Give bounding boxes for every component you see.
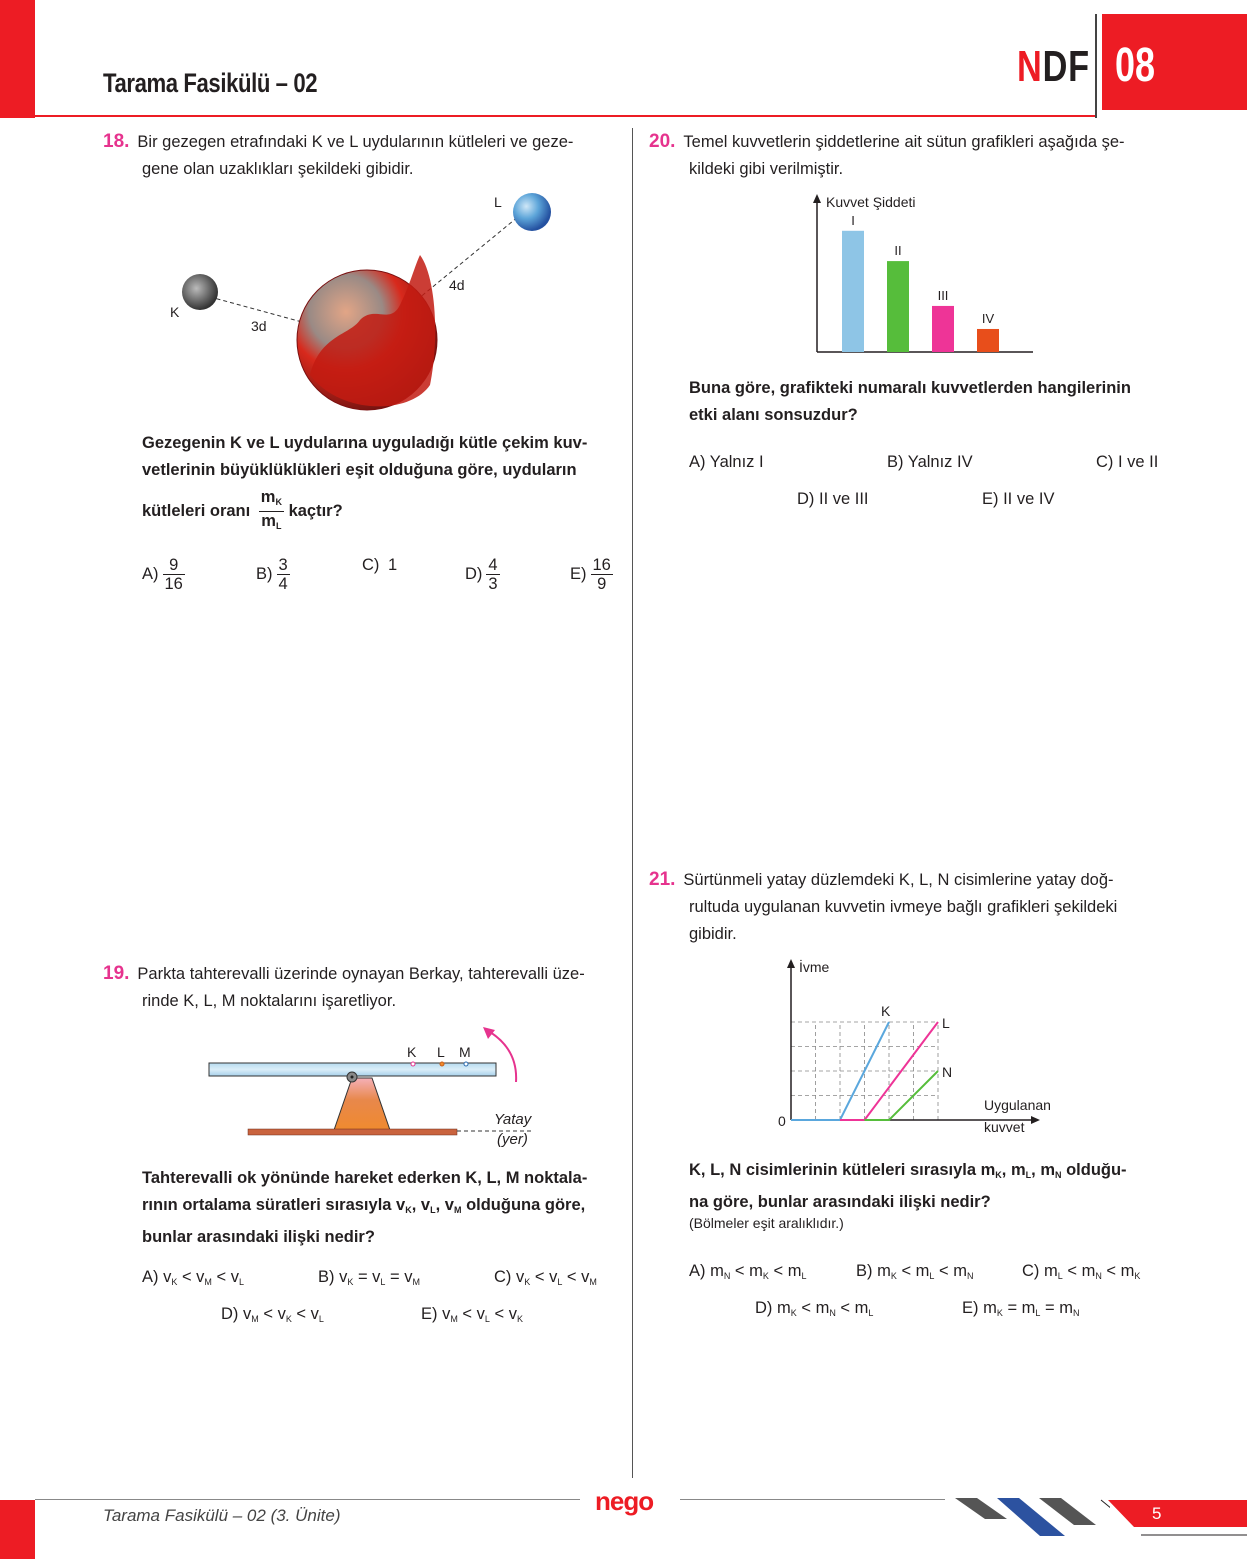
m-symbol: m bbox=[261, 512, 276, 530]
relation-operator: = bbox=[1002, 1299, 1022, 1317]
option-fraction bbox=[591, 556, 613, 593]
relation-operator: < bbox=[291, 1305, 311, 1323]
prompt-line: na göre, bunlar arasındaki ilişki nedir? bbox=[689, 1193, 991, 1211]
subscript: N bbox=[829, 1308, 836, 1318]
footer-stripes bbox=[955, 1498, 1110, 1538]
m-symbol: m bbox=[260, 488, 276, 506]
prompt-text: olduğu- bbox=[1066, 1161, 1127, 1179]
stem-line: gibidir. bbox=[689, 925, 737, 943]
answer-option-b[interactable] bbox=[887, 453, 973, 472]
point-k bbox=[411, 1062, 415, 1066]
answer-option-a[interactable] bbox=[142, 1268, 244, 1287]
page-number-bg bbox=[1108, 1500, 1247, 1527]
option-label: D) bbox=[221, 1305, 243, 1323]
option-text: Yalnız I bbox=[709, 453, 764, 471]
page-number-box bbox=[1108, 1498, 1247, 1538]
relation-operator: < bbox=[562, 1268, 582, 1286]
label-l: L bbox=[437, 1044, 445, 1060]
footer-divider-right bbox=[680, 1499, 945, 1500]
brand-n: N bbox=[1017, 42, 1043, 91]
ground bbox=[248, 1129, 457, 1135]
option-fraction bbox=[163, 556, 185, 593]
ground-label-yatay: Yatay bbox=[494, 1111, 532, 1128]
variable-symbol: m bbox=[1059, 1299, 1073, 1317]
footer-text: Tarama Fasikülü – 02 (3. Ünite) bbox=[103, 1506, 341, 1525]
relation-operator: < bbox=[1101, 1262, 1121, 1280]
x-axis-label-line2: kuvvet bbox=[984, 1119, 1025, 1135]
subscript: K bbox=[790, 1308, 797, 1318]
subscript: L bbox=[318, 1314, 324, 1324]
variable-symbol: m bbox=[854, 1299, 869, 1317]
mass-ratio-fraction bbox=[259, 488, 284, 535]
answer-option-c[interactable] bbox=[362, 556, 397, 575]
ground-label-yer: (yer) bbox=[497, 1131, 528, 1148]
option-label: D) bbox=[465, 565, 483, 583]
v-symbol: v bbox=[420, 1196, 431, 1214]
variable-symbol: v bbox=[277, 1305, 286, 1323]
x-axis-label-line1: Uygulanan bbox=[984, 1097, 1051, 1113]
stem-line: kildeki gibi verilmiştir. bbox=[689, 160, 844, 178]
prompt-line: Gezegenin K ve L uydularına uyguladığı kütle çekim kuv- bbox=[142, 434, 588, 452]
subscript: L bbox=[1035, 1308, 1041, 1318]
question-21 bbox=[649, 866, 1169, 948]
bar-label-II: II bbox=[894, 243, 902, 259]
subscript: K bbox=[275, 497, 282, 507]
x-axis-arrow-icon bbox=[1031, 1116, 1040, 1124]
bar-II bbox=[887, 261, 909, 352]
relation-operator: < bbox=[489, 1305, 509, 1323]
brand-number: 08 bbox=[1115, 39, 1156, 92]
stem-line: rinde K, L, M noktalarını işaretliyor. bbox=[142, 992, 397, 1010]
variable-symbol: v bbox=[339, 1268, 348, 1286]
option-value: 1 bbox=[383, 556, 398, 575]
prompt-line bbox=[142, 1192, 622, 1224]
variable-symbol: v bbox=[516, 1268, 525, 1286]
bar-label-I: I bbox=[851, 212, 855, 228]
header-red-strip bbox=[0, 0, 35, 118]
question-19 bbox=[103, 960, 623, 1015]
prompt-text: K, L, N cisimlerinin kütleleri sırasıyla m bbox=[689, 1161, 996, 1179]
variable-symbol: v bbox=[243, 1305, 252, 1323]
y-axis-label: Kuvvet Şiddeti bbox=[826, 194, 916, 210]
satellite-k bbox=[182, 274, 218, 310]
question-number: 21. bbox=[649, 869, 676, 890]
question-19-prompt bbox=[142, 1165, 622, 1251]
label-m: M bbox=[459, 1044, 471, 1060]
variable-symbol: m bbox=[953, 1262, 967, 1280]
stripe bbox=[955, 1498, 1007, 1519]
relation-operator: < bbox=[796, 1299, 816, 1317]
relation-operator: < bbox=[258, 1305, 278, 1323]
option-label: D) bbox=[797, 490, 819, 508]
prompt-text: kaçtır? bbox=[288, 501, 343, 520]
stem-line: Temel kuvvetlerin şiddetlerine ait sütun grafikleri aşağıda şe- bbox=[683, 133, 1125, 151]
option-label: E) bbox=[421, 1305, 443, 1323]
option-text: II ve III bbox=[819, 490, 869, 508]
question-21-prompt bbox=[689, 1157, 1169, 1216]
prompt-line: bunlar arasındaki ilişki nedir? bbox=[142, 1228, 375, 1246]
label-k: K bbox=[407, 1044, 417, 1060]
relation-operator: < bbox=[768, 1262, 788, 1280]
prompt-line: Tahterevalli ok yönünde hareket ederken K, L, M noktala- bbox=[142, 1169, 588, 1187]
variable-symbol: m bbox=[1120, 1262, 1135, 1280]
answer-option-d[interactable] bbox=[755, 1299, 873, 1318]
fraction-denominator bbox=[259, 512, 284, 535]
seesaw-fulcrum bbox=[333, 1078, 391, 1133]
subscript: N bbox=[1054, 1170, 1062, 1180]
option-fraction bbox=[486, 556, 499, 593]
option-label: B) bbox=[318, 1268, 340, 1286]
relation-operator: = bbox=[353, 1268, 373, 1286]
bar-IV bbox=[977, 329, 999, 352]
variable-symbol: v bbox=[442, 1305, 451, 1323]
variable-symbol: m bbox=[749, 1262, 763, 1280]
variable-symbol: v bbox=[372, 1268, 381, 1286]
subscript: M bbox=[412, 1277, 420, 1287]
prompt-line: vetlerinin büyüklüklükleri eşit olduğuna göre, uyduların bbox=[142, 461, 577, 479]
subscript: K bbox=[524, 1277, 531, 1287]
planet-satellites-figure bbox=[150, 185, 570, 425]
variable-symbol: v bbox=[549, 1268, 558, 1286]
answer-option-c[interactable] bbox=[1022, 1262, 1140, 1281]
variable-symbol: m bbox=[777, 1299, 791, 1317]
v-symbol: v bbox=[444, 1196, 454, 1214]
variable-symbol: m bbox=[983, 1299, 997, 1317]
subscript: L bbox=[801, 1271, 807, 1281]
variable-symbol: v bbox=[581, 1268, 590, 1286]
answer-option-a[interactable] bbox=[689, 1262, 807, 1281]
variable-symbol: m bbox=[915, 1262, 930, 1280]
fraction-denominator: 4 bbox=[278, 575, 288, 593]
question-number: 18. bbox=[103, 131, 130, 152]
origin-label: 0 bbox=[778, 1113, 786, 1129]
option-text: II ve IV bbox=[1003, 490, 1055, 508]
answer-option-d[interactable] bbox=[465, 556, 500, 593]
page-title: Tarama Fasikülü – 02 bbox=[103, 68, 318, 98]
answer-option-d[interactable] bbox=[221, 1305, 324, 1324]
answer-option-b[interactable] bbox=[856, 1262, 974, 1281]
stem-line: rultuda uygulanan kuvvetin ivmeye bağlı grafikleri şekildeki bbox=[689, 898, 1118, 916]
subscript: K bbox=[516, 1314, 523, 1324]
stem-line: Sürtünmeli yatay düzlemdeki K, L, N cisimlerine yatay doğ- bbox=[683, 871, 1114, 889]
subscript: K bbox=[762, 1271, 769, 1281]
option-label: E) bbox=[570, 565, 587, 583]
label-k: K bbox=[170, 304, 180, 320]
answer-option-e[interactable] bbox=[570, 556, 613, 593]
bar-label-IV: IV bbox=[981, 310, 995, 326]
subscript: M bbox=[204, 1277, 212, 1287]
question-number: 20. bbox=[649, 131, 676, 152]
variable-symbol: v bbox=[404, 1268, 413, 1286]
relation-operator: = bbox=[385, 1268, 405, 1286]
bar-I bbox=[842, 231, 864, 352]
option-label: B) bbox=[256, 565, 273, 583]
relation-operator: = bbox=[1040, 1299, 1060, 1317]
y-axis-label: İvme bbox=[799, 959, 830, 975]
series-label-L: L bbox=[942, 1015, 950, 1031]
seesaw-figure bbox=[200, 1020, 550, 1150]
option-label: B) bbox=[887, 453, 908, 471]
subscript: L bbox=[1025, 1170, 1032, 1180]
force-strength-bar-chart bbox=[800, 190, 1040, 360]
variable-symbol: v bbox=[508, 1305, 517, 1323]
answer-option-b[interactable] bbox=[318, 1268, 420, 1287]
fraction-numerator: 3 bbox=[278, 556, 288, 574]
question-18 bbox=[103, 128, 623, 183]
stem-line: Bir gezegen etrafındaki K ve L uydularının kütleleri ve geze- bbox=[137, 133, 574, 151]
series-label-K: K bbox=[881, 1003, 891, 1019]
relation-operator: < bbox=[177, 1268, 197, 1286]
prompt-line: K, L, N cisimlerinin kütleleri sırasıyla $m_K$, $m_L$, $m_N$ olduğu- bbox=[689, 1161, 1127, 1180]
brand-df: DF bbox=[1042, 42, 1090, 91]
fraction-numerator: 9 bbox=[163, 556, 185, 575]
subscript: L bbox=[484, 1314, 490, 1324]
answer-option-e[interactable] bbox=[962, 1299, 1080, 1318]
answer-option-c[interactable] bbox=[1096, 453, 1158, 472]
subscript: N bbox=[967, 1271, 974, 1281]
relation-operator: < bbox=[835, 1299, 855, 1317]
variable-symbol: m bbox=[877, 1262, 891, 1280]
brand-separator bbox=[1095, 14, 1097, 118]
subscript: K bbox=[347, 1277, 354, 1287]
option-label: D) bbox=[755, 1299, 777, 1317]
answer-option-e[interactable] bbox=[421, 1305, 523, 1324]
comma: , bbox=[435, 1196, 441, 1214]
question-number: 19. bbox=[103, 963, 130, 984]
option-label: C) bbox=[1022, 1262, 1044, 1280]
point-m bbox=[464, 1062, 468, 1066]
fraction-denominator: 9 bbox=[597, 575, 607, 593]
relation-operator: < bbox=[730, 1262, 750, 1280]
subscript: K bbox=[405, 1205, 412, 1215]
answer-option-a[interactable] bbox=[142, 556, 185, 593]
variable-symbol: v bbox=[310, 1305, 319, 1323]
prompt-line: etki alanı sonsuzdur? bbox=[689, 406, 858, 424]
bar-III bbox=[932, 306, 954, 352]
fraction-numerator: 16 bbox=[592, 556, 611, 574]
subscript: L bbox=[380, 1277, 386, 1287]
prompt-text: rının ortalama süratleri sırasıyla v bbox=[142, 1196, 406, 1214]
option-label: A) bbox=[142, 1268, 164, 1286]
subscript: M bbox=[453, 1205, 462, 1215]
variable-symbol: m bbox=[787, 1262, 802, 1280]
subscript: M bbox=[450, 1314, 458, 1324]
variable-symbol: v bbox=[476, 1305, 485, 1323]
brand-ndf bbox=[1017, 42, 1090, 92]
option-label: C) bbox=[362, 556, 380, 574]
relation-operator: < bbox=[934, 1262, 954, 1280]
subscript: K bbox=[171, 1277, 178, 1287]
option-text: Yalnız IV bbox=[907, 453, 973, 471]
point-l bbox=[440, 1062, 444, 1066]
prompt-line: Buna göre, grafikteki numaralı kuvvetlerden hangilerinin bbox=[689, 379, 1131, 397]
subscript: M bbox=[589, 1277, 597, 1287]
variable-symbol: m bbox=[710, 1262, 724, 1280]
distance-k-label: 3d bbox=[251, 318, 267, 334]
fraction-denominator: 3 bbox=[488, 575, 498, 593]
m-symbol: m bbox=[1040, 1161, 1055, 1179]
relation-operator: < bbox=[530, 1268, 550, 1286]
fraction-denominator: 16 bbox=[164, 575, 183, 593]
answer-option-e[interactable] bbox=[982, 490, 1054, 509]
option-fraction bbox=[277, 556, 290, 593]
question-20-prompt bbox=[689, 375, 1169, 429]
variable-symbol: v bbox=[196, 1268, 205, 1286]
subscript: L bbox=[868, 1308, 874, 1318]
subscript: L bbox=[275, 521, 282, 531]
option-label: A) bbox=[142, 565, 159, 583]
comma: , bbox=[411, 1196, 417, 1214]
relation-operator: < bbox=[896, 1262, 916, 1280]
answer-option-d[interactable] bbox=[797, 490, 869, 509]
subscript: K bbox=[995, 1170, 1002, 1180]
note: (Bölmeler eşit aralıklıdır.) bbox=[689, 1215, 844, 1231]
subscript: K bbox=[1134, 1271, 1141, 1281]
fraction-numerator bbox=[259, 488, 284, 512]
option-label: A) bbox=[689, 1262, 711, 1280]
question-18-prompt bbox=[142, 430, 622, 535]
subscript: L bbox=[238, 1277, 244, 1287]
y-axis-arrow-icon bbox=[813, 194, 821, 203]
series-label-N: N bbox=[942, 1064, 953, 1080]
header-divider bbox=[35, 115, 1097, 117]
bar-label-III: III bbox=[937, 287, 949, 303]
option-label: E) bbox=[982, 490, 1004, 508]
publisher-logo: nego bbox=[595, 1486, 654, 1516]
variable-symbol: m bbox=[815, 1299, 830, 1317]
stem-line: Parkta tahterevalli üzerinde oynayan Berkay, tahterevalli üze- bbox=[137, 965, 585, 983]
option-label: B) bbox=[856, 1262, 878, 1280]
stripe bbox=[1039, 1498, 1096, 1525]
y-axis-arrow-icon bbox=[787, 959, 795, 968]
relation-operator: < bbox=[1062, 1262, 1082, 1280]
subscript: L bbox=[430, 1205, 436, 1215]
subscript: M bbox=[251, 1314, 259, 1324]
footer-divider-left bbox=[35, 1499, 580, 1500]
answer-option-a[interactable] bbox=[689, 453, 764, 472]
option-label: E) bbox=[962, 1299, 984, 1317]
relation-operator: < bbox=[211, 1268, 231, 1286]
subscript: N bbox=[1095, 1271, 1102, 1281]
label-l: L bbox=[494, 194, 502, 210]
fraction-numerator: 4 bbox=[488, 556, 498, 574]
subscript: K bbox=[996, 1308, 1003, 1318]
bars bbox=[842, 213, 999, 352]
variable-symbol: v bbox=[230, 1268, 239, 1286]
option-label: C) bbox=[1096, 453, 1118, 471]
subscript: L bbox=[929, 1271, 935, 1281]
column-divider bbox=[632, 128, 633, 1478]
subscript: L bbox=[557, 1277, 563, 1287]
question-20 bbox=[649, 128, 1169, 183]
page-number: 5 bbox=[1152, 1504, 1162, 1523]
answer-option-c[interactable] bbox=[494, 1268, 597, 1287]
prompt-text: olduğuna göre, bbox=[466, 1196, 586, 1214]
option-label: A) bbox=[689, 453, 710, 471]
subscript: N bbox=[723, 1271, 731, 1281]
stem-line: gene olan uzaklıkları şekildeki gibidir. bbox=[142, 160, 414, 178]
prompt-text: kütleleri oranı bbox=[142, 501, 251, 520]
variable-symbol: v bbox=[163, 1268, 172, 1286]
footer-red-strip bbox=[0, 1500, 35, 1559]
variable-symbol: m bbox=[1044, 1262, 1058, 1280]
option-text: I ve II bbox=[1118, 453, 1159, 471]
subscript: L bbox=[1057, 1271, 1063, 1281]
distance-l-label: 4d bbox=[449, 277, 465, 293]
satellite-l bbox=[513, 193, 551, 231]
subscript: N bbox=[1073, 1308, 1080, 1318]
subscript: K bbox=[285, 1314, 292, 1324]
subscript: K bbox=[890, 1271, 897, 1281]
acceleration-force-graph bbox=[770, 955, 1080, 1140]
variable-symbol: m bbox=[1081, 1262, 1096, 1280]
m-symbol: m bbox=[1010, 1161, 1026, 1179]
prompt-line-ratio bbox=[142, 488, 622, 535]
pivot-center bbox=[351, 1076, 354, 1079]
relation-operator: < bbox=[457, 1305, 477, 1323]
option-label: C) bbox=[494, 1268, 516, 1286]
answer-option-b[interactable] bbox=[256, 556, 290, 593]
variable-symbol: m bbox=[1021, 1299, 1036, 1317]
